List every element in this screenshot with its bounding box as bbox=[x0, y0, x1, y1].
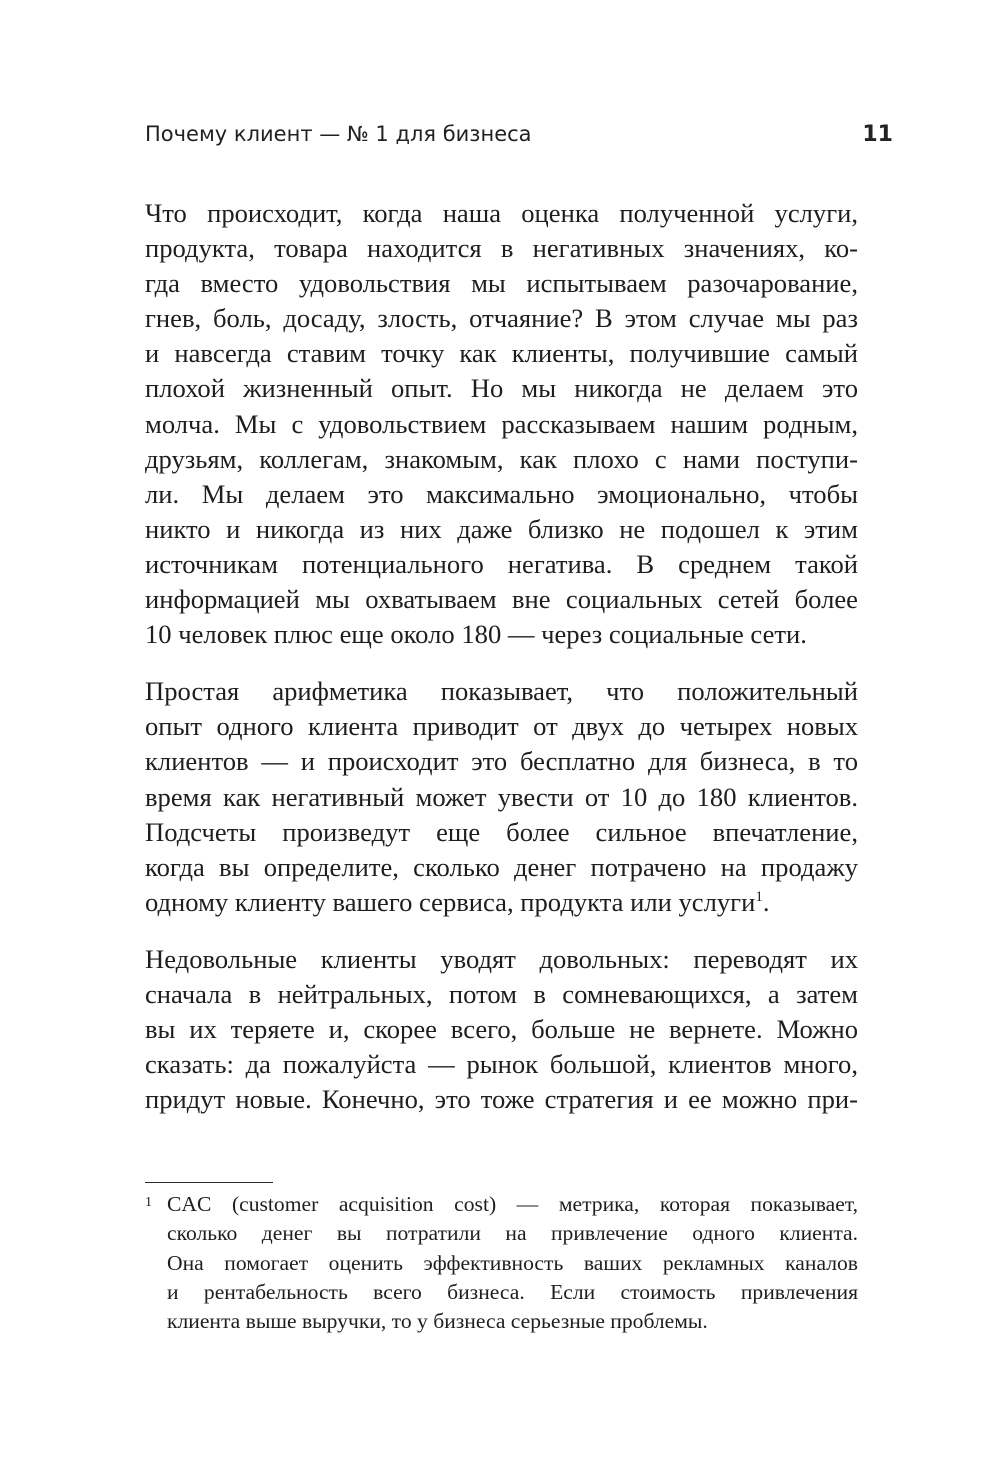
footnote-divider bbox=[145, 1182, 273, 1183]
text-line: сначала в нейтральных, потом в сомневающихся, а затем bbox=[145, 978, 858, 1009]
text-line: Простая арифметика показывает, что положительный bbox=[145, 676, 858, 707]
page-number: 11 bbox=[862, 122, 893, 147]
text-line: продукта, товара находится в негативных значениях, ко- bbox=[145, 233, 858, 264]
footnote-reference[interactable]: 1 bbox=[755, 888, 763, 905]
body-text bbox=[145, 196, 858, 1139]
text-line: опыт одного клиента приводит от двух до четырех новых bbox=[145, 711, 858, 742]
text-line: информацией мы охватываем вне социальных сетей более bbox=[145, 584, 858, 615]
text-line: ли. Мы делаем это максимально эмоционально, чтобы bbox=[145, 478, 858, 509]
footnote-line: сколько денег вы потратили на привлечение одного клиента. bbox=[167, 1221, 858, 1246]
text-line: Что происходит, когда наша оценка полученной услуги, bbox=[145, 198, 858, 228]
text-line: время как негативный может увести от 10 до 180 клиентов. bbox=[145, 781, 858, 812]
footnote-line: клиента выше выручки, то у бизнеса серьезные проблемы. bbox=[167, 1309, 708, 1334]
footnote-marker: 1 bbox=[145, 1195, 152, 1210]
text-line: Подсчеты произведут еще более сильное впечатление, bbox=[145, 816, 858, 847]
text-line: вы их теряете и, скорее всего, больше не вернете. Можно bbox=[145, 1014, 858, 1045]
footnote-line: CAC (customer acquisition cost) — метрика, которая показывает, bbox=[167, 1192, 858, 1216]
footnote-line: Она помогает оценить эффективность ваших рекламных каналов bbox=[167, 1250, 858, 1275]
text-line: друзьям, коллегам, знакомым, как плохо с нами поступи- bbox=[145, 443, 858, 474]
text-line: сказать: да пожалуйста — рынок большой, клиентов много, bbox=[145, 1049, 858, 1080]
paragraph-3 bbox=[145, 942, 858, 1117]
text-line: придут новые. Конечно, это тоже стратегия и ее можно при- bbox=[145, 1084, 858, 1115]
running-title: Почему клиент — № 1 для бизнеса bbox=[145, 122, 532, 146]
text-line: плохой жизненный опыт. Но мы никогда не делаем это bbox=[145, 373, 858, 404]
text-line: гнев, боль, досаду, злость, отчаяние? В этом случае мы раз bbox=[145, 303, 858, 334]
text-line: молча. Мы с удовольствием рассказываем нашим родным, bbox=[145, 408, 858, 439]
text-line: одному клиенту вашего сервиса, продукта или услуги bbox=[145, 886, 756, 917]
paragraph-2 bbox=[145, 674, 858, 920]
footnote bbox=[145, 1190, 858, 1336]
text-line: и навсегда ставим точку как клиенты, получившие самый bbox=[145, 338, 858, 369]
footnote-body bbox=[167, 1190, 858, 1336]
text-line: источникам потенциального негатива. В среднем такой bbox=[145, 548, 858, 579]
text-line: 10 человек плюс еще около 180 — через социальные сети. bbox=[145, 619, 807, 650]
text-line: гда вместо удовольствия мы испытываем разочарование, bbox=[145, 268, 858, 299]
footnote-line: и рентабельность всего бизнеса. Если стоимость привлечения bbox=[167, 1279, 858, 1304]
text-line-with-footnote-ref: одному клиенту вашего сервиса, продукта или услуги$^1$. bbox=[145, 886, 770, 917]
paragraph-1 bbox=[145, 196, 858, 652]
text-line: никто и никогда из них даже близко не подошел к этим bbox=[145, 513, 858, 544]
text-line: Недовольные клиенты уводят довольных: переводят их bbox=[145, 943, 858, 974]
text-line: когда вы определите, сколько денег потрачено на продажу bbox=[145, 851, 858, 882]
running-header bbox=[145, 118, 893, 152]
text-line: клиентов — и происходит это бесплатно для бизнеса, в то bbox=[145, 746, 858, 777]
